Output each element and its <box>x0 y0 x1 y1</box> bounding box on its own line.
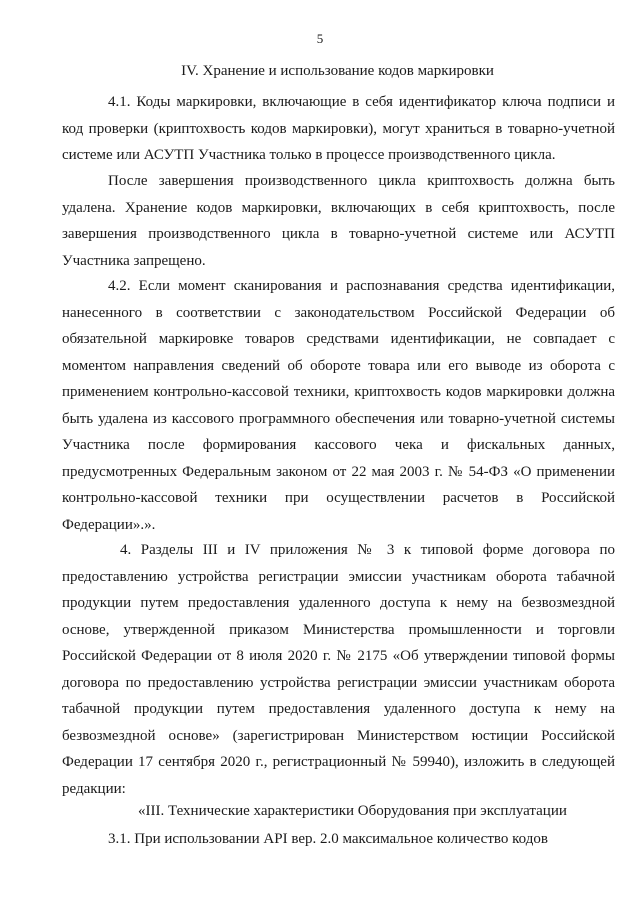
paragraph-4: 4. Разделы III и IV приложения № 3 к типовой форме договора по предоставлению устройства регистрации эмиссии участникам оборота табачной продукции путем предоставления удаленного доступа к нему на безвозмездной основе, утвержденной приказом Министерства промышленности и торговли Российской Федерации от 8 июля 2020 г. № 2175 «Об утверждении типовой формы договора по предоставлению устройства регистрации эмиссии участникам оборота табачной продукции путем предоставления удаленного доступа к нему на безвозмездной основе» (зарегистрирован Министерством юстиции Российской Федерации 17 сентября 2020 г., регистрационный № 59940), изложить в следующей редакции: <box>62 542 615 797</box>
subsection-heading: «III. Технические характеристики Оборудования при эксплуатации <box>138 803 567 819</box>
paragraph-after-cycle: После завершения производственного цикла криптохвость должна быть удалена. Хранение кодов маркировки, включающих в себя криптохвость, после завершения производственного цикла в товарно-учетной системе или АСУТП Участника запрещено. <box>62 173 615 269</box>
paragraph-4-2: 4.2. Если момент сканирования и распознавания средства идентификации, нанесенного в соответствии с законодательством Российской Федерации об обязательной маркировке товаров средствами идентификации, не совпадает с моментом направления сведений об обороте товара или его выводе из оборота с применением контрольно-кассовой техники, криптохвость кодов маркировки должна быть удалена из кассового программного обеспечения или товарно-учетной системы Участника после формирования кассового чека и фискальных данных, предусмотренных Федеральным законом от 22 мая 2003 г. № 54-ФЗ «О применении контрольно-кассовой техники при осуществлении расчетов в Российской Федерации».». <box>62 278 615 533</box>
section-heading: IV. Хранение и использование кодов маркировки <box>181 63 494 79</box>
paragraph-3-1-start: 3.1. При использовании API вер. 2.0 максимальное количество кодов <box>108 831 548 847</box>
page-number: 5 <box>316 31 324 46</box>
paragraph-4-1: 4.1. Коды маркировки, включающие в себя идентификатор ключа подписи и код проверки (криптохвость кодов маркировки), могут храниться в товарно-учетной системе или АСУТП Участника только в процессе производственного цикла. <box>62 94 615 163</box>
